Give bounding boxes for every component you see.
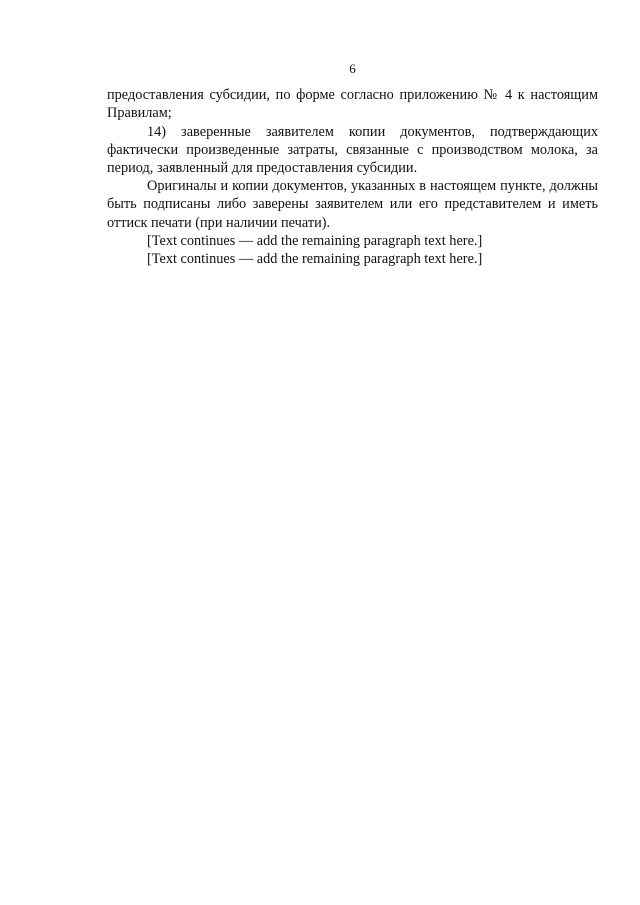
paragraph: Оригиналы и копии документов, указанных в настоящем пункте, должны быть подписаны либо заверены заявителем или его представителем и иметь оттиск печати (при наличии печати). bbox=[107, 178, 598, 231]
paragraph: 14) заверенные заявителем копии документов, подтверждающих фактически произведенные затраты, связанные с производством молока, за период, заявленный для предоставления субсидии. bbox=[107, 123, 598, 177]
paragraph: [Text continues — add the remaining paragraph text here.] bbox=[147, 232, 483, 249]
paragraph: предоставления субсидии, по форме согласно приложению № 4 к настоящим Правилам; bbox=[107, 87, 598, 122]
page-number: 6 bbox=[349, 61, 356, 76]
paragraph: [Text continues — add the remaining paragraph text here.] bbox=[147, 251, 483, 268]
document-body bbox=[107, 86, 598, 268]
